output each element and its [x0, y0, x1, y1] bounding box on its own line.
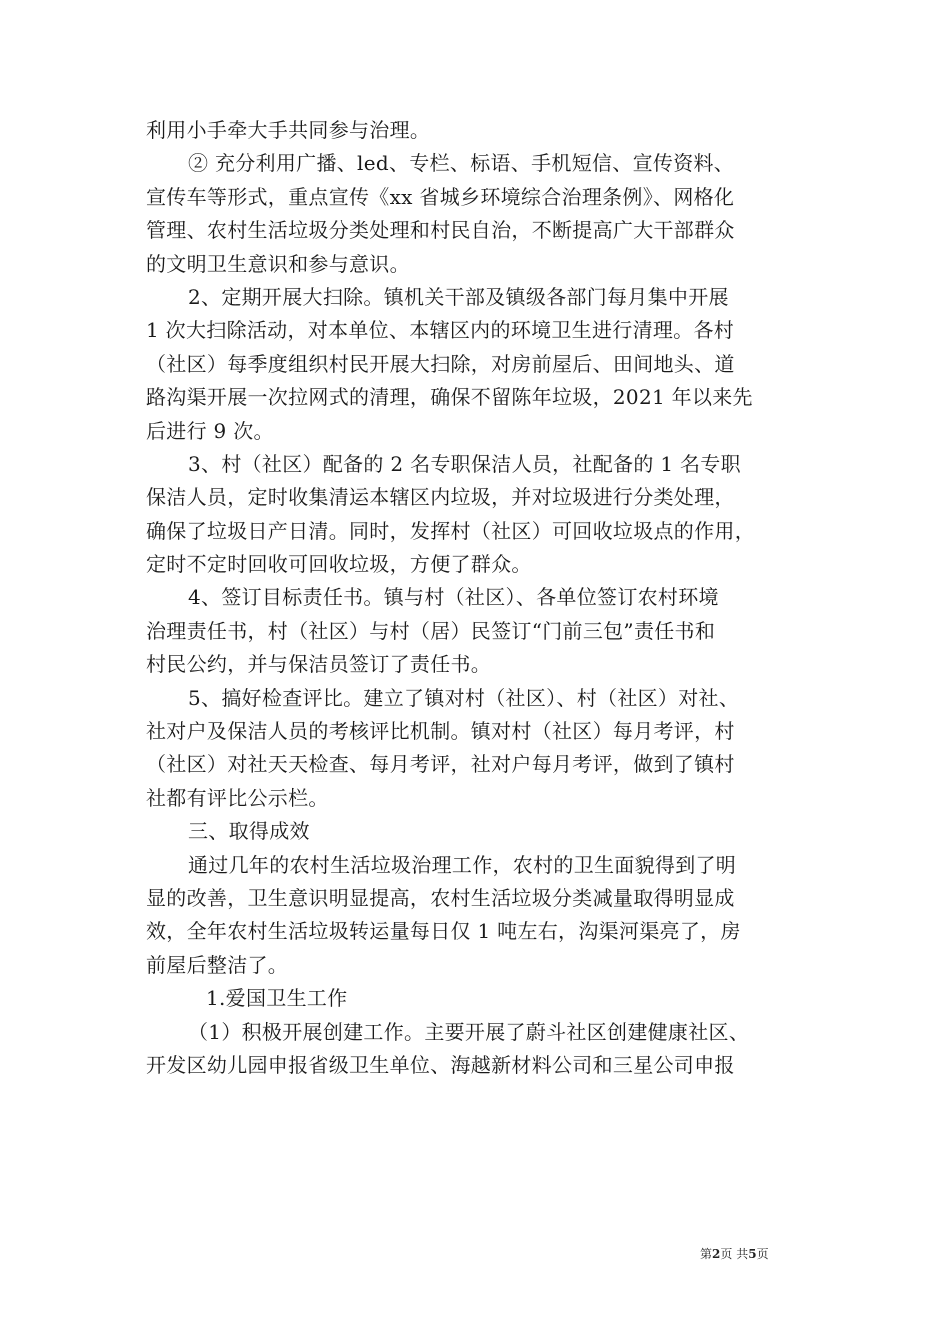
text-line: 开发区幼儿园申报省级卫生单位、海越新材料公司和三星公司申报 — [146, 1052, 735, 1077]
text-line: 后进行 9 次。 — [146, 418, 274, 443]
text-line: （1）积极开展创建工作。主要开展了蔚斗社区创建健康社区、 — [188, 1019, 750, 1044]
text-line: 社都有评比公示栏。 — [146, 785, 329, 810]
text-line: 3、村（社区）配备的 2 名专职保洁人员，社配备的 1 名专职 — [188, 451, 741, 476]
page-number-footer — [700, 1246, 769, 1262]
text-line: 管理、农村生活垃圾分类处理和村民自治，不断提高广大干部群众 — [146, 218, 735, 243]
text-line: ② 充分利用广播、led、专栏、标语、手机短信、宣传资料、 — [188, 151, 735, 176]
text-line: （社区）对社天天检查、每月考评，社对户每月考评，做到了镇村 — [146, 752, 735, 777]
text-line: 利用小手牵大手共同参与治理。 — [146, 118, 431, 142]
text-line: 显的改善，卫生意识明显提高，农村生活垃圾分类减量取得明显成 — [146, 885, 735, 910]
text-line: 效，全年农村生活垃圾转运量每日仅 1 吨左右，沟渠河渠亮了，房 — [146, 919, 741, 944]
text-line: 通过几年的农村生活垃圾治理工作，农村的卫生面貌得到了明 — [188, 852, 737, 877]
text-line: 的文明卫生意识和参与意识。 — [146, 251, 410, 276]
text-line: 保洁人员，定时收集清运本辖区内垃圾，并对垃圾进行分类处理， — [146, 485, 735, 510]
text-line: 5、搞好检查评比。建立了镇对村（社区）、村（社区）对社、 — [188, 685, 740, 710]
document-body — [146, 114, 810, 1082]
text-line: 宣传车等形式，重点宣传《xx 省城乡环境综合治理条例》、网格化 — [146, 184, 735, 209]
subsection-heading: 1.爱国卫生工作 — [206, 986, 348, 1011]
text-line: 确保了垃圾日产日清。同时，发挥村（社区）可回收垃圾点的作用， — [146, 518, 755, 543]
text-line: 1 次大扫除活动，对本单位、本辖区内的环境卫生进行清理。各村 — [146, 318, 735, 343]
text-line: 路沟渠开展一次拉网式的清理，确保不留陈年垃圾，2021 年以来先 — [146, 385, 753, 410]
total-pages-number: 5 — [748, 1247, 757, 1261]
page-label-middle: 页 共 — [720, 1247, 749, 1261]
page-label-suffix: 页 — [756, 1247, 769, 1261]
text-line: 前屋后整洁了。 — [146, 952, 289, 977]
text-line: （社区）每季度组织村民开展大扫除，对房前屋后、田间地头、道 — [146, 351, 735, 376]
text-line: 治理责任书，村（社区）与村（居）民签订“门前三包”责任书和 — [146, 618, 716, 643]
section-heading: 三、取得成效 — [188, 819, 310, 844]
text-line: 社对户及保洁人员的考核评比机制。镇对村（社区）每月考评，村 — [146, 719, 735, 744]
text-line: 定时不定时回收可回收垃圾，方便了群众。 — [146, 552, 532, 577]
text-line: 2、定期开展大扫除。镇机关干部及镇级各部门每月集中开展 — [188, 284, 729, 309]
text-line: 4、签订目标责任书。镇与村（社区）、各单位签订农村环境 — [188, 585, 719, 610]
current-page-number: 2 — [712, 1247, 721, 1261]
text-line: 村民公约，并与保洁员签订了责任书。 — [146, 652, 492, 677]
page-label-prefix: 第 — [700, 1247, 713, 1261]
